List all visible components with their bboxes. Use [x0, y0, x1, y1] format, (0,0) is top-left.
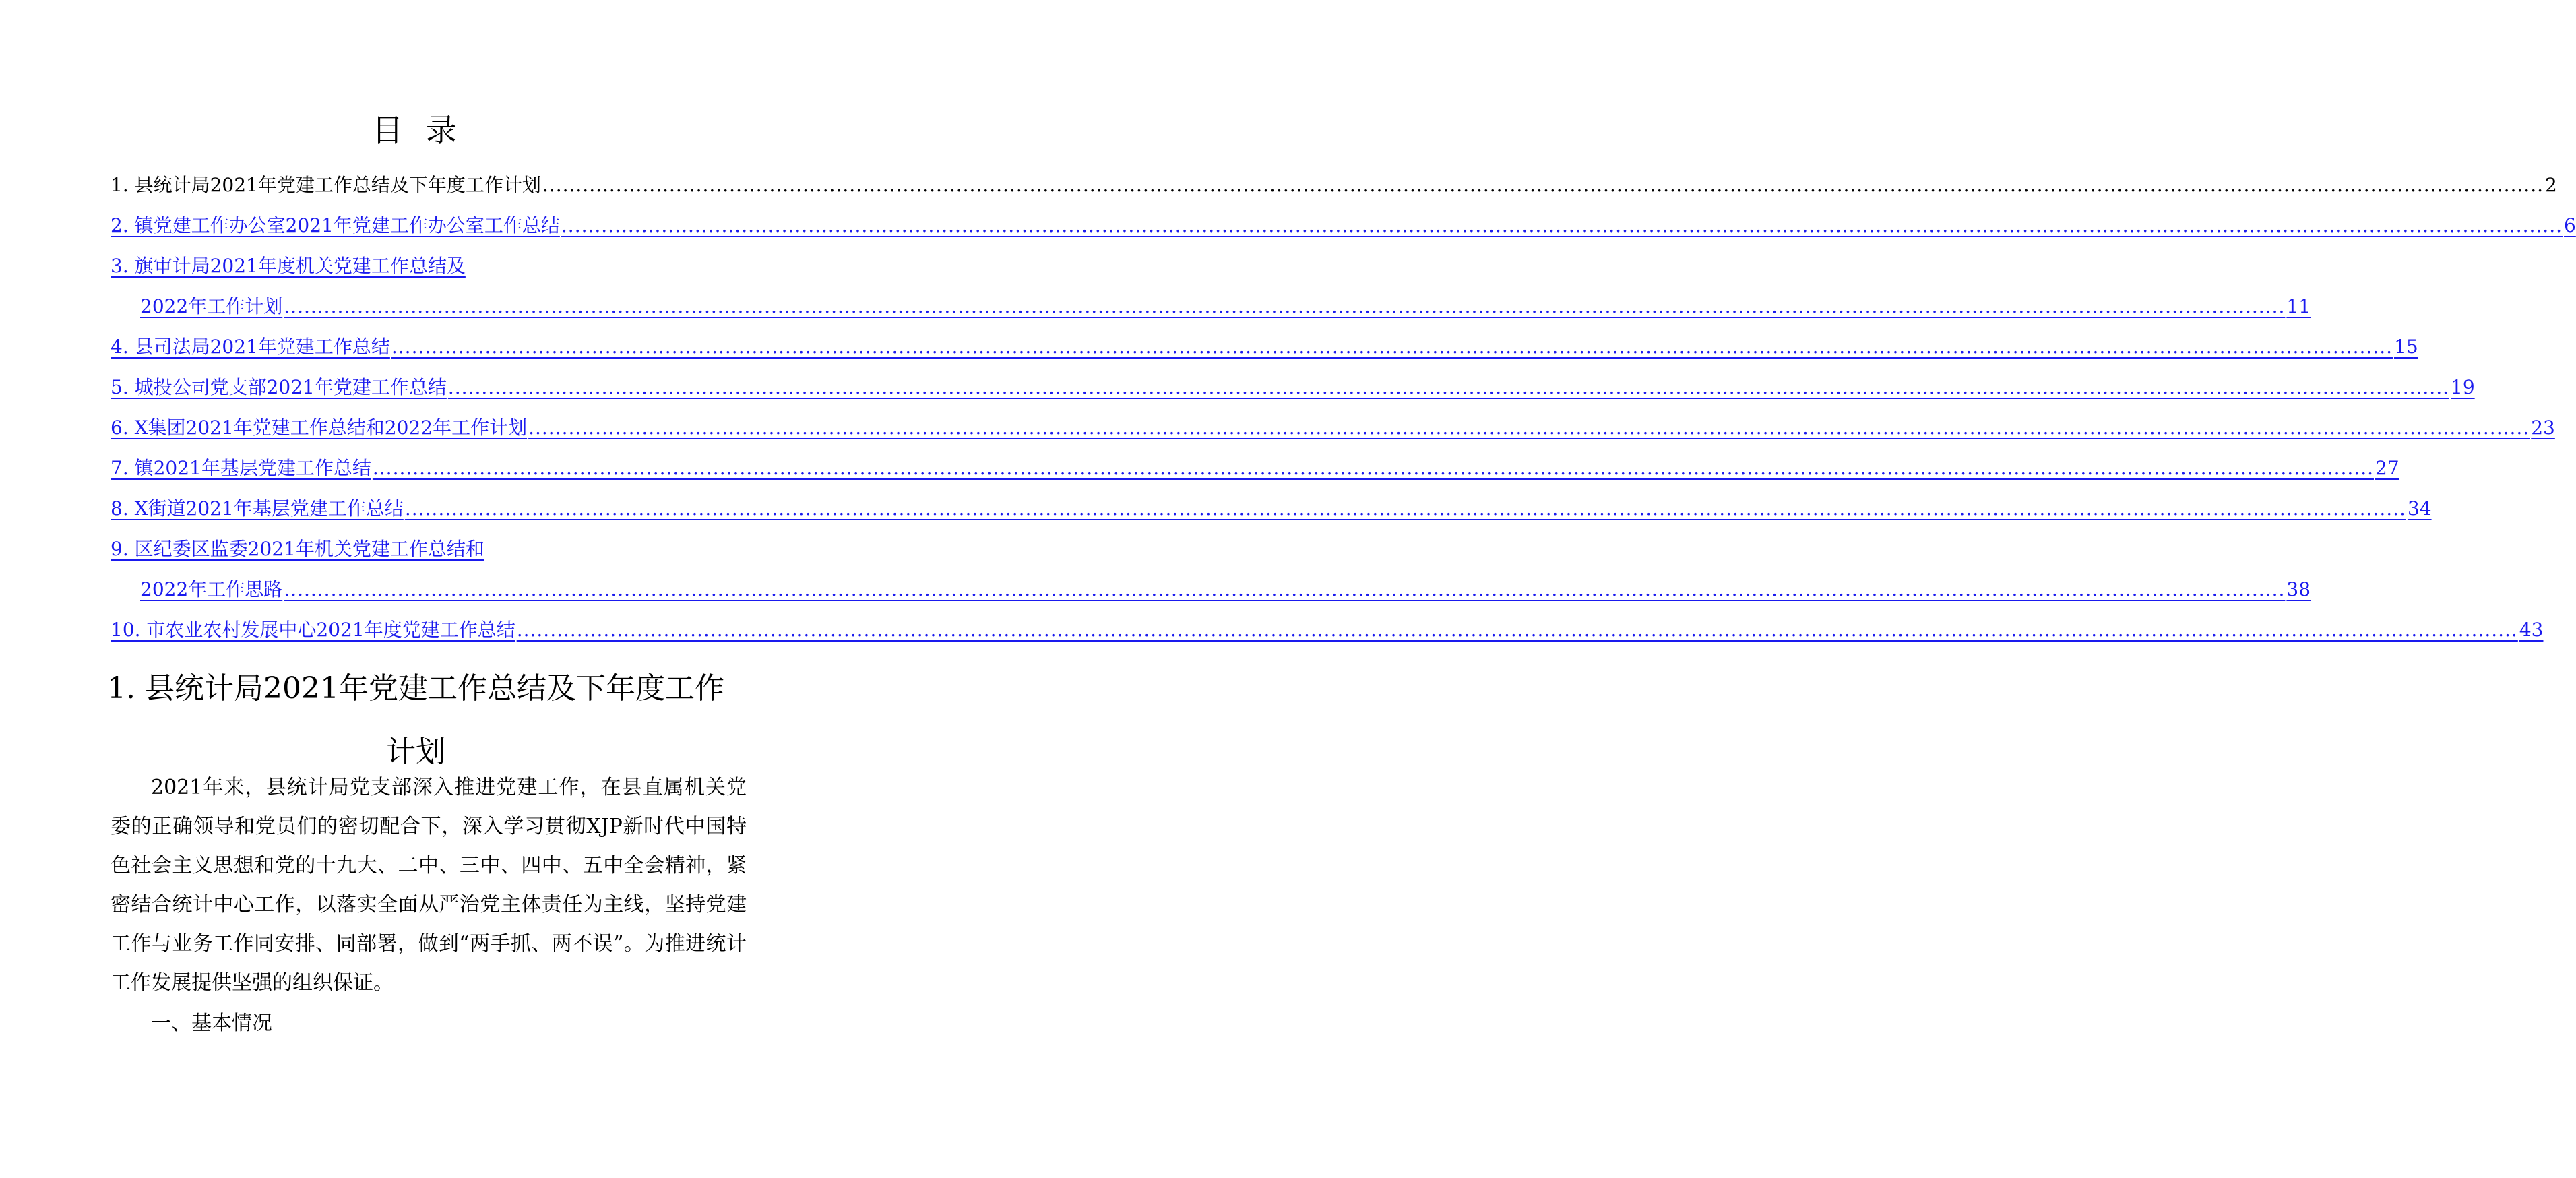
toc-entry[interactable]	[111, 489, 2432, 529]
toc-leader-dots: ............................................................................................................................................................................................................................................................................................................	[284, 578, 2286, 600]
toc-page-number: 38	[2286, 578, 2311, 600]
toc-entry[interactable]	[111, 529, 2311, 610]
toc-leader-dots: ............................................................................................................................................................................................................................................................................................................	[404, 497, 2406, 520]
toc-entry-title: 9. 区纪委区监委2021年机关党建工作总结和	[111, 538, 484, 560]
toc-leader-dots: ............................................................................................................................................................................................................................................................................................................	[561, 214, 2563, 237]
table-of-contents	[111, 165, 2576, 650]
toc-entry-title: 6. X集团2021年党建工作总结和2022年工作计划	[111, 416, 528, 439]
toc-entry-title: 1. 县统计局2021年党建工作总结及下年度工作计划	[111, 174, 541, 196]
toc-entry-title: 4. 县司法局2021年党建工作总结	[111, 336, 390, 358]
toc-page-number: 15	[2394, 336, 2418, 358]
toc-page-number: 6	[2564, 214, 2576, 237]
article-body	[111, 768, 747, 1043]
toc-leader-dots: ............................................................................................................................................................................................................................................................................................................	[284, 295, 2286, 317]
toc-leader-dots: ............................................................................................................................................................................................................................................................................................................	[372, 457, 2374, 479]
toc-entry-title: 2022年工作思路	[140, 578, 283, 600]
article-title-line1: 1. 县统计局2021年党建工作总结及下年度工作	[107, 671, 724, 706]
toc-page-number: 19	[2451, 376, 2475, 398]
toc-entry[interactable]	[111, 246, 2311, 327]
toc-page-number: 34	[2407, 497, 2432, 520]
toc-entry-title: 8. X街道2021年基层党建工作总结	[111, 497, 404, 520]
intro-paragraph: 2021年来，县统计局党支部深入推进党建工作，在县直属机关党委的正确领导和党员们的密切配合下，深入学习贯彻XJP新时代中国特色社会主义思想和党的十九大、二中、三中、四中、五中全会精神，紧密结合统计中心工作，以落实全面从严治党主体责任为主线，坚持党建工作与业务工作同安排、同部署，做到“两手抓、两不误”。为推进统计工作发展提供坚强的组织保证。	[111, 776, 747, 995]
toc-entry-title: 3. 旗审计局2021年度机关党建工作总结及	[111, 255, 466, 277]
toc-page-number: 23	[2531, 416, 2555, 439]
toc-page-number: 2	[2545, 174, 2557, 196]
toc-entry[interactable]	[111, 408, 2555, 448]
toc-page-number: 11	[2286, 295, 2311, 317]
toc-entry-title: 7. 镇2021年基层党建工作总结	[111, 457, 371, 479]
toc-entry	[111, 165, 2557, 206]
toc-page-number: 43	[2519, 619, 2544, 641]
toc-leader-dots: ............................................................................................................................................................................................................................................................................................................	[542, 174, 2544, 196]
toc-entry[interactable]	[111, 367, 2475, 408]
toc-entry-title: 2. 镇党建工作办公室2021年党建工作办公室工作总结	[111, 214, 560, 237]
toc-entry-title: 2022年工作计划	[140, 295, 283, 317]
toc-leader-dots: ............................................................................................................................................................................................................................................................................................................	[516, 619, 2518, 641]
toc-title-part2: 录	[426, 112, 460, 148]
toc-leader-dots: ............................................................................................................................................................................................................................................................................................................	[528, 416, 2530, 439]
toc-entry[interactable]	[111, 206, 2576, 246]
article-title-line2: 计划	[386, 735, 445, 769]
toc-entry-title: 10. 市农业农村发展中心2021年度党建工作总结	[111, 619, 515, 641]
toc-leader-dots: ............................................................................................................................................................................................................................................................................................................	[447, 376, 2449, 398]
toc-entry[interactable]	[111, 448, 2399, 489]
toc-title-part1: 目	[372, 112, 406, 148]
section-heading: 一、基本情况	[151, 1012, 272, 1035]
toc-page-number: 27	[2375, 457, 2399, 479]
toc-leader-dots: ............................................................................................................................................................................................................................................................................................................	[391, 336, 2393, 358]
toc-title	[0, 111, 831, 149]
toc-entry[interactable]	[111, 610, 2544, 650]
toc-entry[interactable]	[111, 327, 2418, 367]
toc-entry-title: 5. 城投公司党支部2021年党建工作总结	[111, 376, 447, 398]
article-title	[0, 657, 831, 784]
